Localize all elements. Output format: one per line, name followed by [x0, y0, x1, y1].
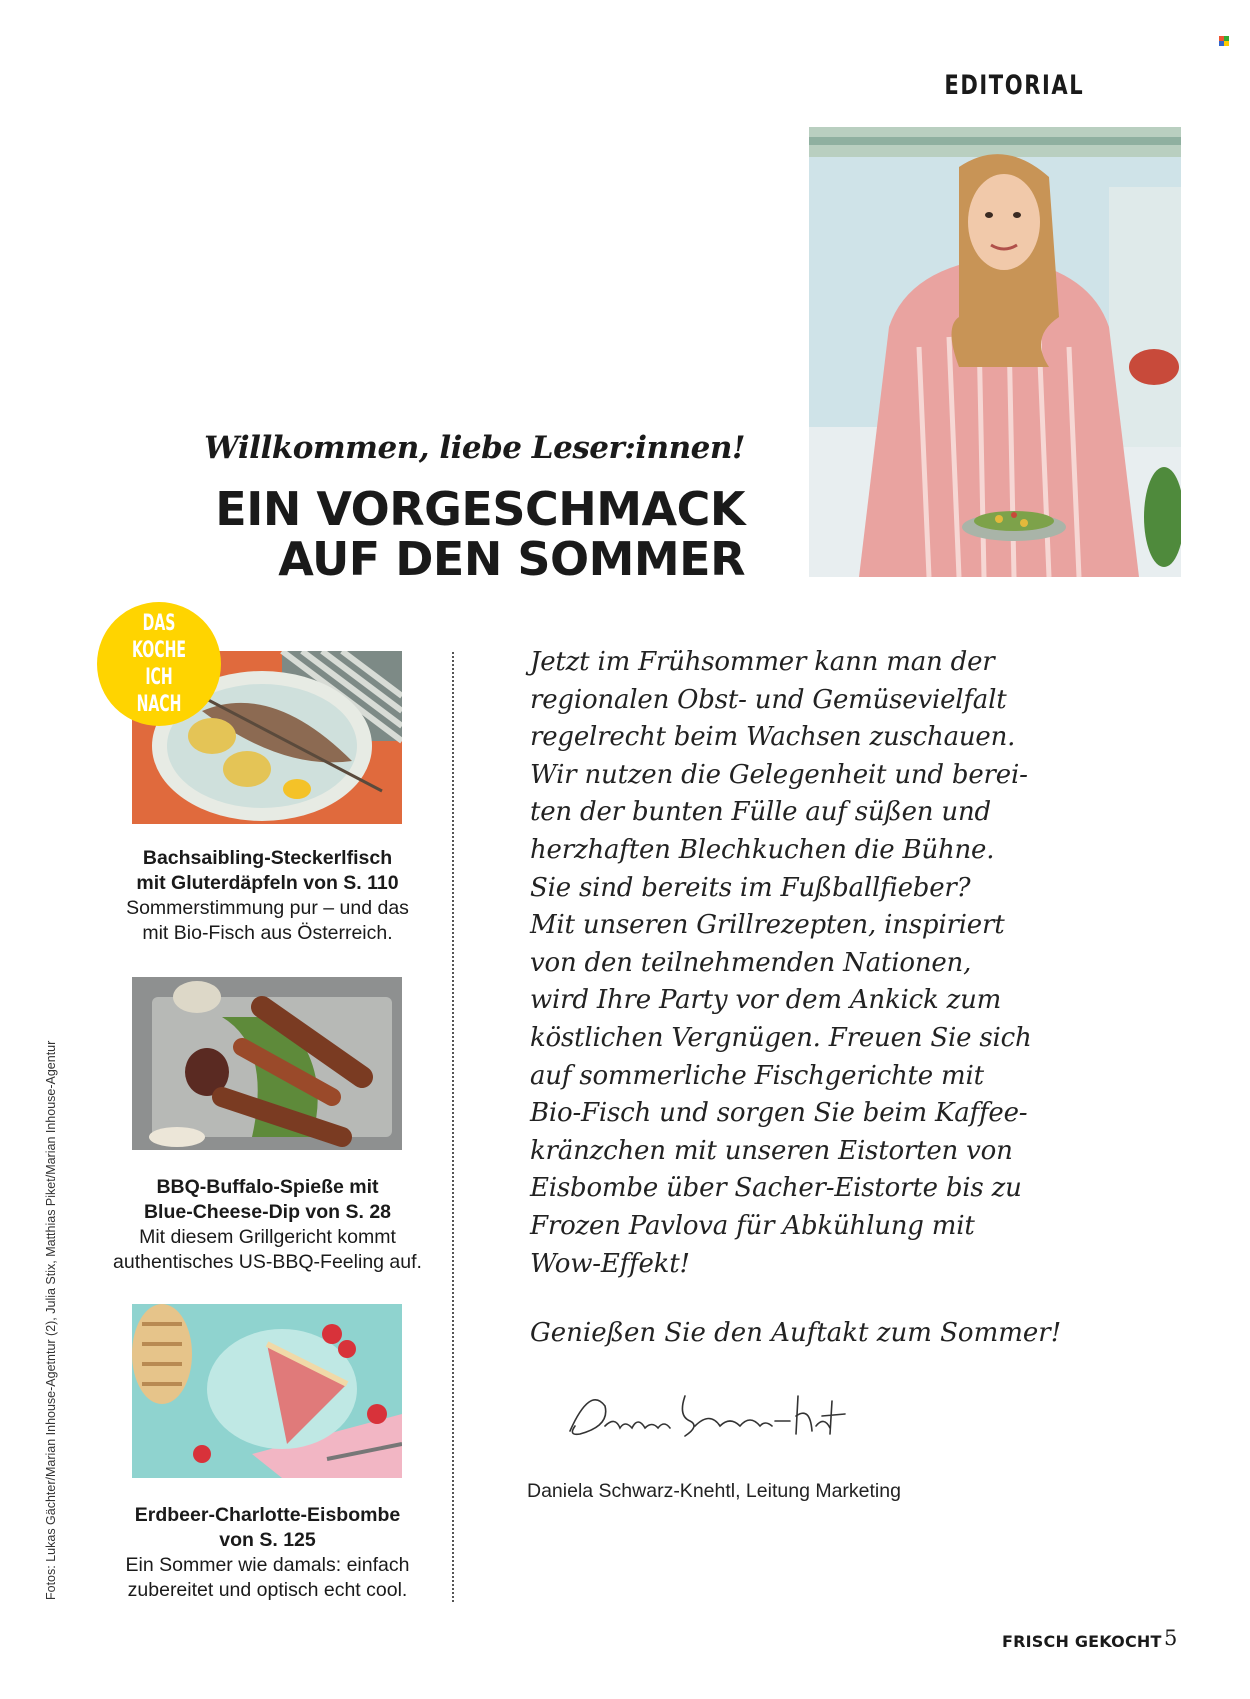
recipe-2-title-line-2: Blue-Cheese-Dip von S. 28 — [143, 1201, 392, 1223]
signature-name: Daniela Schwarz-Knehtl, Leitung Marketing — [527, 1480, 901, 1502]
author-portrait-photo — [809, 127, 1181, 577]
recipe-1-desc-line-2: mit Bio-Fisch aus Österreich. — [142, 922, 393, 944]
badge-line-2: KOCHE ICH — [132, 638, 186, 690]
color-register-mark — [1219, 33, 1229, 51]
recipe-teaser-3 — [95, 1503, 440, 1603]
closing-line: Genießen Sie den Auftakt zum Sommer! — [530, 1318, 1062, 1348]
recipe-teaser-2 — [95, 1175, 440, 1275]
recipe-3-title-line-1: Erdbeer-Charlotte-Eisbombe — [134, 1504, 401, 1526]
headline-line-2: AUF DEN SOMMER — [278, 532, 745, 586]
page-number: 5 — [1164, 1626, 1178, 1650]
editorial-body-text: Jetzt im Frühsommer kann man der regionalen Obst- und Gemüsevielfalt regelrecht beim Wachsen zuschauen. Wir nutzen die Gelegenheit und berei- ten der bunten Fülle auf süßen und herzhaften Blechkuchen die Bühne. Sie sind bereits im Fußballfieber? Mit unseren Grillrezepten, inspiriert von den teilnehmenden Nationen, wird Ihre Party vor dem Ankick zum köstlichen Vergnügen. Freuen Sie sich auf sommerliche Fischgerichte mit Bio-Fisch und sorgen Sie beim Kaffee- kränzchen mit unseren Eistorten von Eisbombe über Sacher-Eistorte bis zu Frozen Pavlova für Abkühlung mit Wow-Effekt! — [530, 647, 1032, 1279]
badge-line-1: DAS — [142, 611, 176, 636]
recipe-2-desc-line-1: Mit diesem Grillgericht kommt — [139, 1226, 396, 1248]
headline — [215, 484, 745, 584]
greeting: Willkommen, liebe Leser:innen! — [204, 430, 745, 466]
recipe-3-desc-line-2: zubereitet und optisch echt cool. — [127, 1579, 408, 1601]
headline-line-1: EIN VORGESCHMACK — [215, 482, 745, 536]
recipe-1-title-line-1: Bachsaibling-Steckerlfisch — [142, 847, 393, 869]
section-label: EDITORIAL — [944, 70, 1084, 101]
recipe-1-desc-line-1: Sommerstimmung pur – und das — [126, 897, 409, 919]
recipe-2-desc-line-2: authentisches US-BBQ-Feeling auf. — [113, 1251, 422, 1273]
recipe-1-title-line-2: mit Gluterdäpfeln von S. 110 — [136, 872, 399, 894]
recipe-image-skewers — [132, 977, 402, 1150]
recipe-3-title-line-2: von S. 125 — [219, 1529, 316, 1551]
recipe-2-title-line-1: BBQ-Buffalo-Spieße mit — [156, 1176, 379, 1198]
column-divider — [452, 652, 454, 1602]
recipe-image-ice-bombe — [132, 1304, 402, 1478]
handwritten-signature — [560, 1376, 860, 1456]
badge-line-3: NACH — [136, 692, 182, 717]
cook-along-badge — [97, 602, 221, 726]
recipe-3-desc-line-1: Ein Sommer wie damals: einfach — [125, 1554, 410, 1576]
recipe-teaser-1 — [95, 846, 440, 946]
footer-brand: FRISCH GEKOCHT — [1002, 1632, 1162, 1651]
